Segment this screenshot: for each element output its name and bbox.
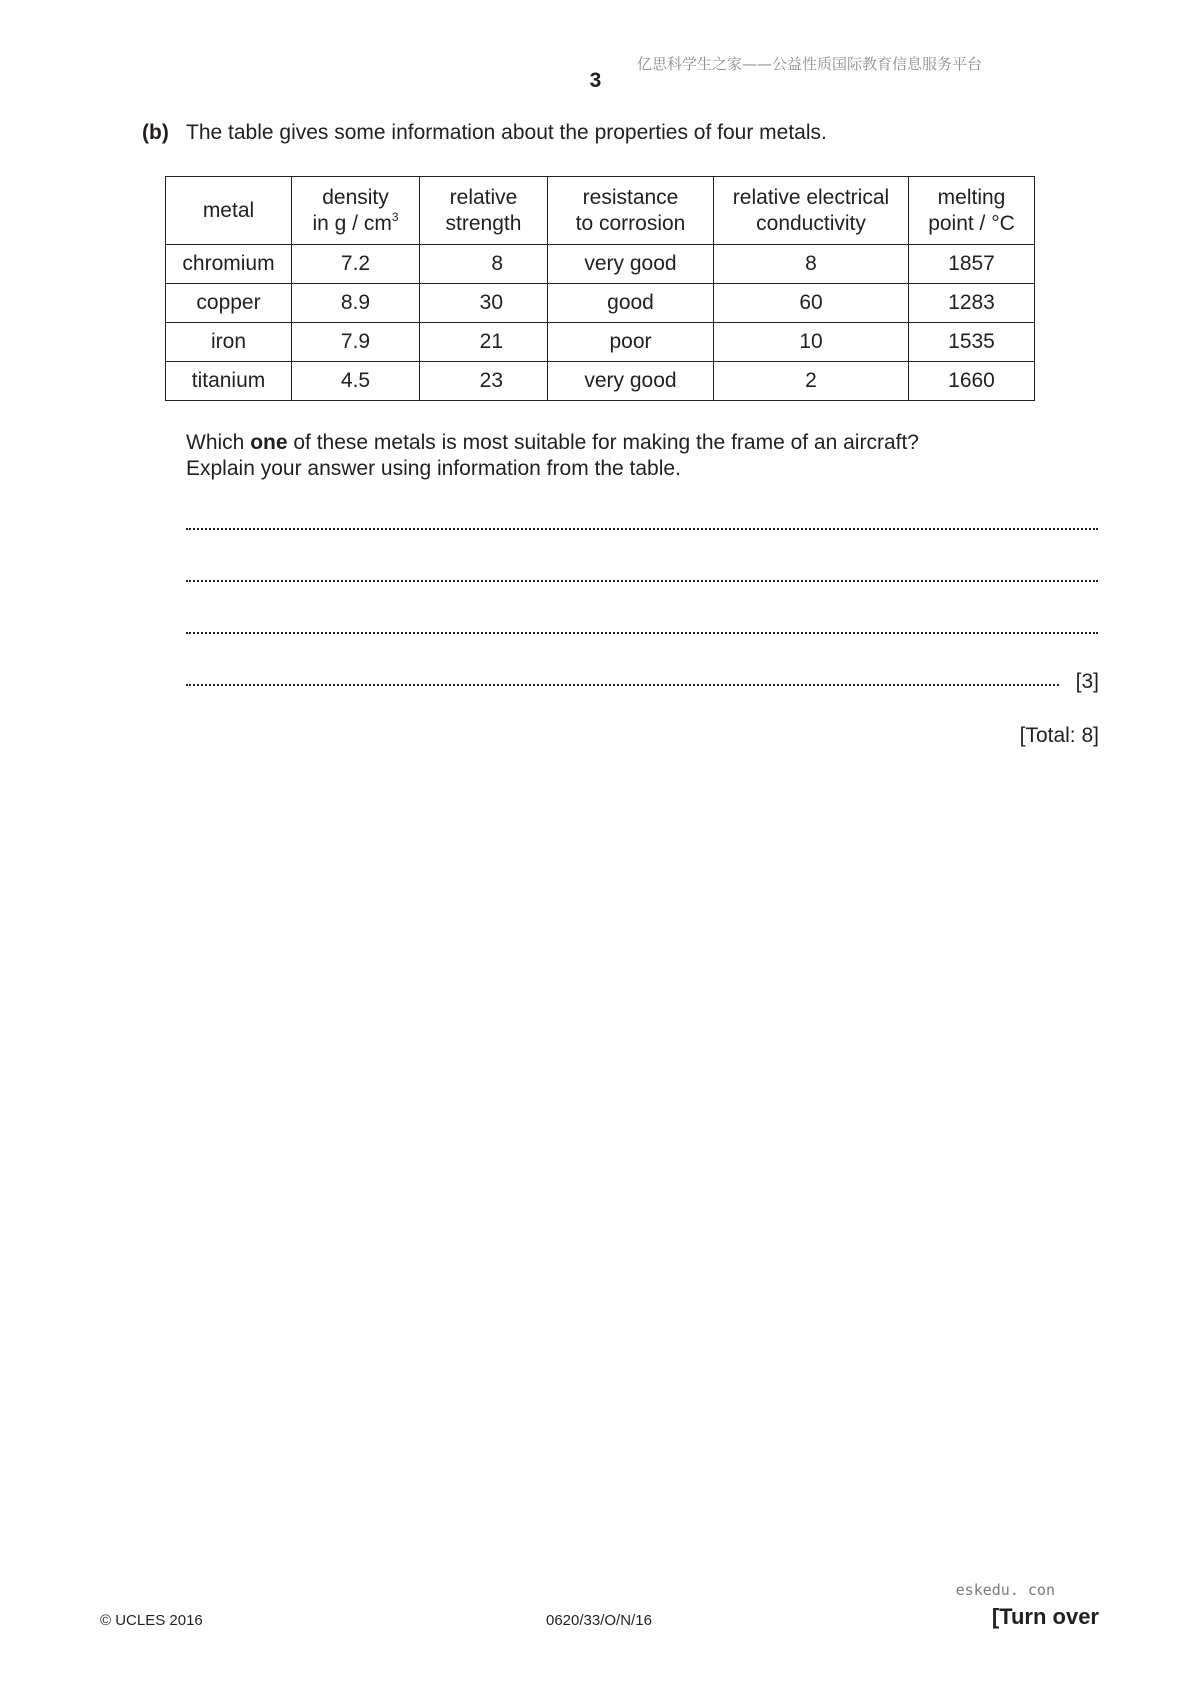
cell-melting: 1857	[909, 245, 1035, 284]
table-header-row	[166, 177, 1035, 245]
turn-over: [Turn over	[991, 1604, 1099, 1629]
header-strength: relative strength	[420, 177, 548, 245]
cell-strength: 23	[420, 362, 548, 401]
cell-corrosion: very good	[548, 362, 714, 401]
header-watermark: 亿思科学生之家——公益性质国际教育信息服务平台	[636, 55, 982, 73]
table-row	[166, 245, 1035, 284]
answer-line[interactable]	[186, 528, 1098, 530]
cell-metal: iron	[166, 323, 292, 362]
cell-conductivity: 10	[714, 323, 909, 362]
page-number: 3	[589, 69, 602, 92]
cell-corrosion: good	[548, 284, 714, 323]
header-density: density in g / $cm^3$	[292, 177, 420, 245]
paper-code: 0620/33/O/N/16	[546, 1612, 652, 1629]
cell-melting: 1660	[909, 362, 1035, 401]
cell-corrosion: poor	[548, 323, 714, 362]
table-row	[166, 284, 1035, 323]
answer-line[interactable]	[186, 684, 1059, 686]
metals-table	[165, 176, 1035, 401]
cell-density: 8.9	[292, 284, 420, 323]
cell-density: 4.5	[292, 362, 420, 401]
cell-metal: chromium	[166, 245, 292, 284]
header-corrosion: resistance to corrosion	[548, 177, 714, 245]
cell-melting: 1535	[909, 323, 1035, 362]
cell-conductivity: 60	[714, 284, 909, 323]
header-metal: metal	[166, 177, 292, 245]
cell-density: 7.2	[292, 245, 420, 284]
header-conductivity: relative electrical conductivity	[714, 177, 909, 245]
question-label: (b)	[142, 121, 169, 144]
site-watermark: eskedu. con	[955, 1581, 1055, 1599]
copyright: © UCLES 2016	[100, 1612, 203, 1629]
answer-line[interactable]	[186, 580, 1098, 582]
cell-strength: 21	[420, 323, 548, 362]
cell-strength: 8	[420, 245, 548, 284]
cell-metal: copper	[166, 284, 292, 323]
question-text: The table gives some information about the properties of four metals.	[186, 121, 827, 144]
table-row	[166, 362, 1035, 401]
header-melting: melting point / °C	[909, 177, 1035, 245]
cell-melting: 1283	[909, 284, 1035, 323]
table-row	[166, 323, 1035, 362]
cell-conductivity: 2	[714, 362, 909, 401]
cell-strength: 30	[420, 284, 548, 323]
question-prompt: Which one of these metals is most suitable for making the frame of an aircraft? Explain your answer using information from the table.	[186, 431, 919, 480]
answer-line[interactable]	[186, 632, 1098, 634]
cell-conductivity: 8	[714, 245, 909, 284]
cell-corrosion: very good	[548, 245, 714, 284]
cell-density: 7.9	[292, 323, 420, 362]
total-marks: [Total: 8]	[1019, 724, 1099, 747]
cell-metal: titanium	[166, 362, 292, 401]
marks-label: [3]	[1075, 670, 1099, 693]
